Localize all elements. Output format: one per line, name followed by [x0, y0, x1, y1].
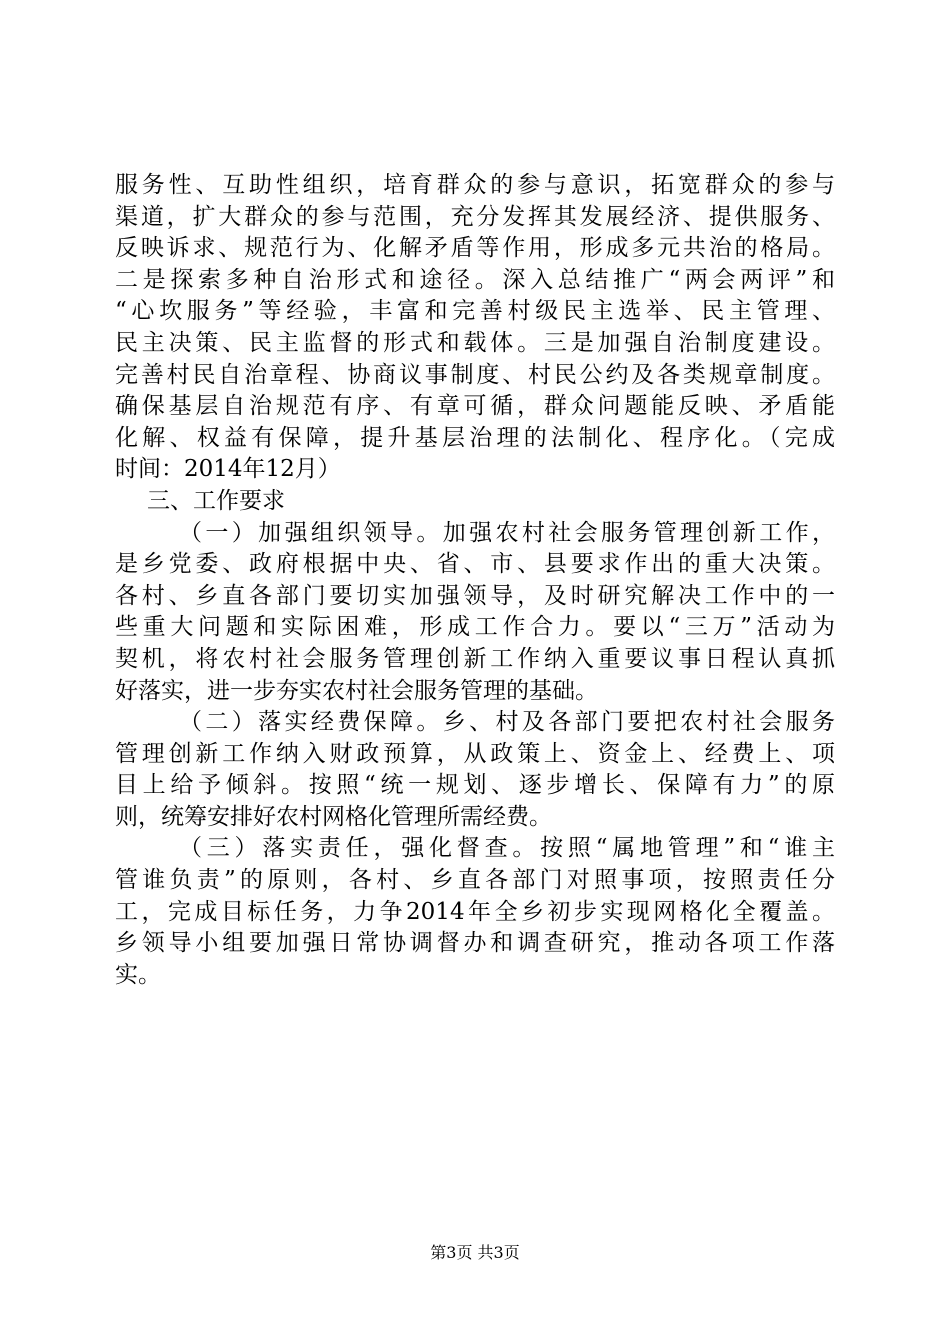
- text-line: 渠道，扩大群众的参与范围，充分发挥其发展经济、提供服务、: [115, 203, 835, 230]
- text-line: 工，完成目标任务，力争2014年全乡初步实现网格化全覆盖。: [115, 898, 835, 925]
- text-line: 民主决策、民主监督的形式和载体。三是加强自治制度建设。: [115, 329, 835, 356]
- text-line: 二是探索多种自治形式和途径。深入总结推广“两会两评”和: [115, 266, 835, 293]
- text-line: 些重大问题和实际困难，形成工作合力。要以“三万”活动为: [115, 614, 835, 641]
- text-line: 反映诉求、规范行为、化解矛盾等作用，形成多元共治的格局。: [115, 235, 835, 262]
- text-line: 乡领导小组要加强日常协调督办和调查研究，推动各项工作落: [115, 930, 835, 957]
- text-line: 目上给予倾斜。按照“统一规划、逐步增长、保障有力”的原: [115, 772, 835, 799]
- page-number-footer: 第3页 共3页: [430, 1243, 520, 1262]
- text-line: （一）加强组织领导。加强农村社会服务管理创新工作，: [179, 519, 835, 546]
- text-line: 管谁负责”的原则，各村、乡直各部门对照事项，按照责任分: [115, 867, 835, 894]
- text-line: 好落实，进一步夯实农村社会服务管理的基础。: [115, 677, 598, 704]
- text-line: 管理创新工作纳入财政预算，从政策上、资金上、经费上、项: [115, 740, 835, 767]
- body-text: [115, 170, 835, 991]
- text-line: 化解、权益有保障，提升基层治理的法制化、程序化。（完成: [115, 424, 835, 451]
- text-line: 则，统筹安排好农村网格化管理所需经费。: [115, 803, 552, 830]
- text-line: 契机，将农村社会服务管理创新工作纳入重要议事日程认真抓: [115, 645, 835, 672]
- text-line: （二）落实经费保障。乡、村及各部门要把农村社会服务: [179, 709, 835, 736]
- text-line: 各村、乡直各部门要切实加强领导，及时研究解决工作中的一: [115, 582, 835, 609]
- text-line: 确保基层自治规范有序、有章可循，群众问题能反映、矛盾能: [115, 393, 835, 420]
- text-line: 时间：2014年12月）: [115, 456, 341, 483]
- text-line: “心坎服务”等经验，丰富和完善村级民主选举、民主管理、: [115, 298, 835, 325]
- text-line: 服务性、互助性组织，培育群众的参与意识，拓宽群众的参与: [115, 172, 835, 198]
- text-line: 实。: [115, 961, 161, 988]
- section-heading: 三、工作要求: [147, 487, 285, 514]
- text-line: 是乡党委、政府根据中央、省、市、县要求作出的重大决策。: [115, 551, 835, 578]
- text-line: 完善村民自治章程、协商议事制度、村民公约及各类规章制度。: [115, 361, 835, 388]
- text-line: （三）落实责任，强化督查。按照“属地管理”和“谁主: [179, 835, 835, 862]
